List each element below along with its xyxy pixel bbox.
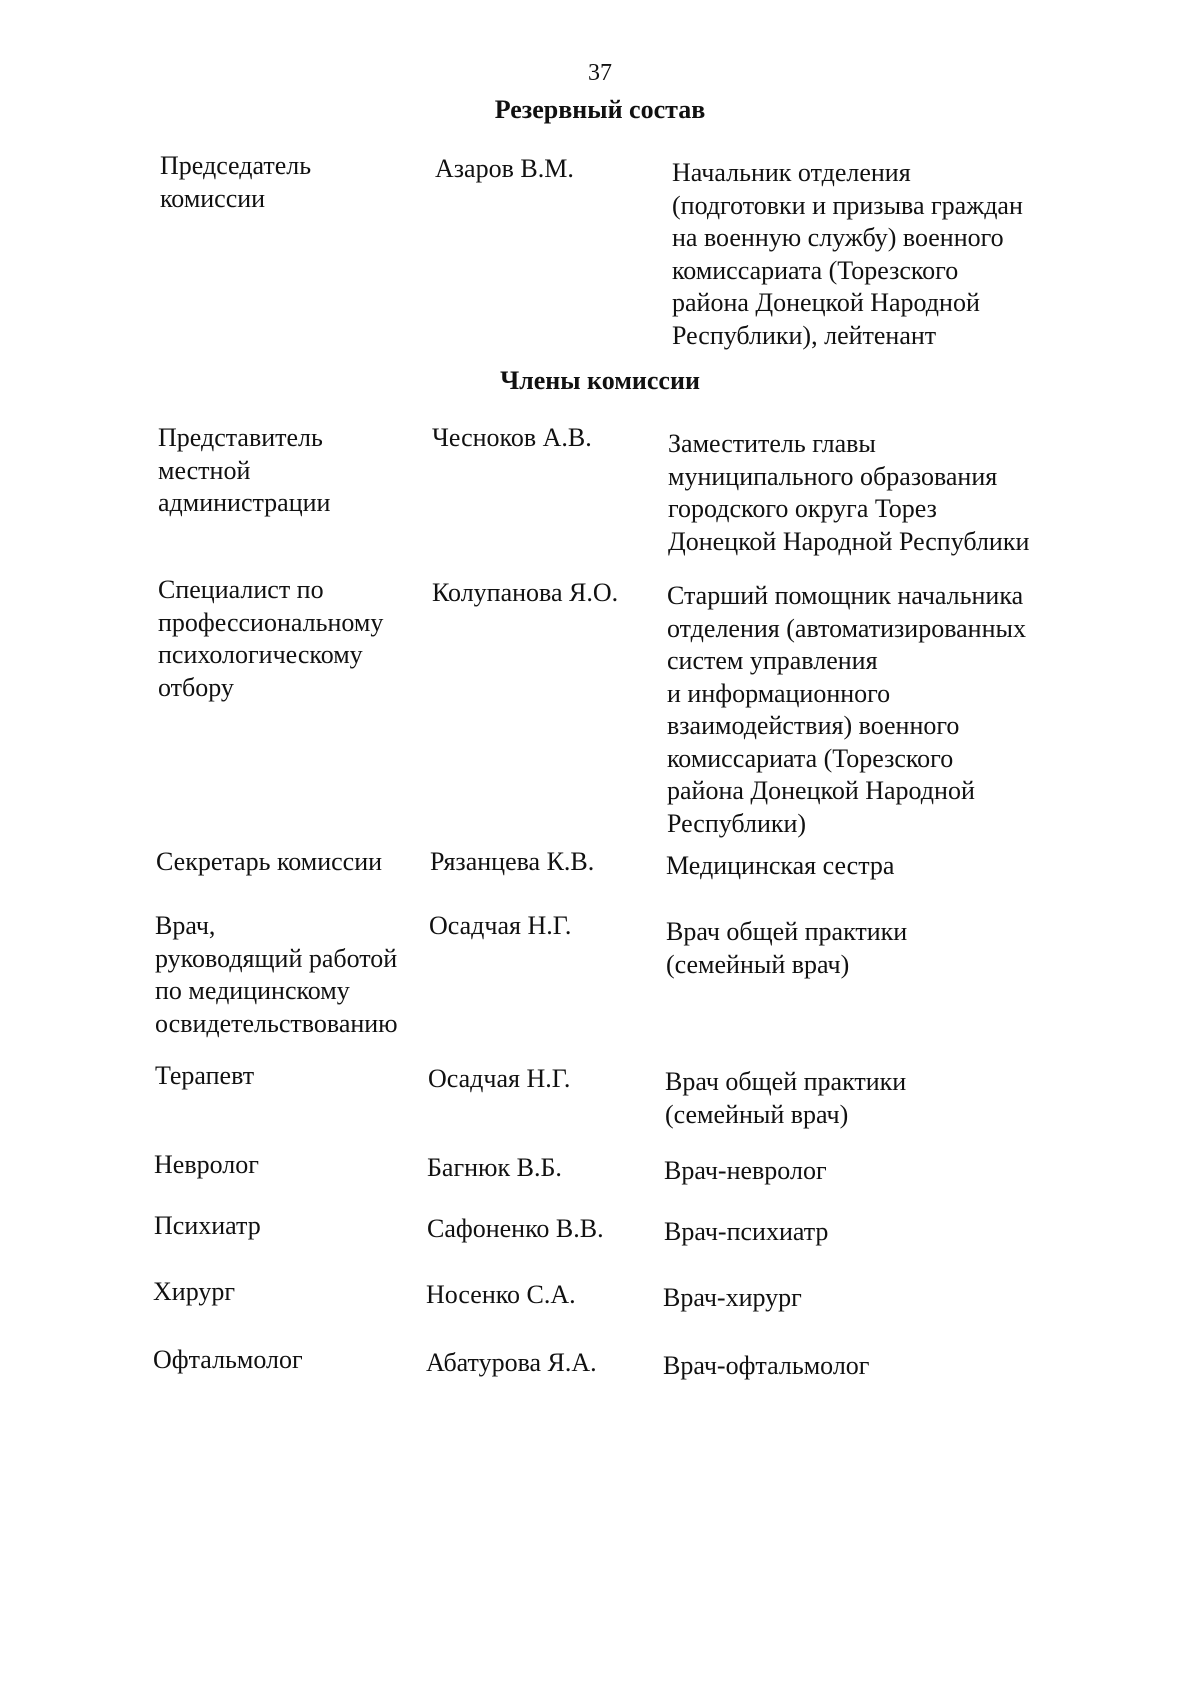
role-cell bbox=[154, 1149, 424, 1182]
role-cell bbox=[160, 150, 430, 215]
role-line: руководящий работой bbox=[155, 943, 398, 973]
role-cell bbox=[153, 1344, 423, 1377]
role-line: Терапевт bbox=[155, 1061, 255, 1090]
role-line: администрации bbox=[158, 488, 331, 517]
name-cell bbox=[427, 1213, 667, 1246]
section-heading-reserve: Резервный состав bbox=[494, 95, 706, 124]
position-line: Республики), лейтенант bbox=[672, 320, 937, 350]
position-line: Врач-психиатр bbox=[664, 1217, 829, 1246]
position-cell bbox=[663, 1350, 1083, 1383]
position-cell bbox=[668, 428, 1088, 558]
position-cell bbox=[672, 157, 1092, 352]
page-number: 37 bbox=[588, 60, 612, 86]
position-cell bbox=[666, 850, 1086, 883]
role-line: по медицинскому bbox=[155, 976, 350, 1005]
position-cell bbox=[665, 1066, 1085, 1131]
name-line: Азаров В.М. bbox=[435, 154, 574, 183]
position-line: Врач-офтальмолог bbox=[663, 1351, 870, 1380]
position-cell bbox=[666, 916, 1086, 981]
name-cell bbox=[427, 1152, 667, 1185]
role-cell bbox=[158, 422, 428, 520]
position-line: муниципального образования bbox=[668, 461, 998, 491]
position-line: района Донецкой Народной bbox=[667, 776, 975, 805]
position-cell bbox=[664, 1216, 1084, 1249]
position-line: Заместитель главы bbox=[668, 429, 876, 458]
position-line: Врач общей практики bbox=[665, 1067, 907, 1096]
role-line: Представитель bbox=[158, 423, 323, 452]
position-cell bbox=[664, 1155, 1084, 1188]
role-cell bbox=[155, 910, 425, 1040]
role-cell bbox=[154, 1210, 424, 1243]
role-line: отбору bbox=[158, 672, 234, 702]
position-line: Врач-хирург bbox=[663, 1283, 802, 1312]
role-line: местной bbox=[158, 455, 251, 485]
position-line: систем управления bbox=[667, 646, 878, 675]
name-line: Осадчая Н.Г. bbox=[428, 1064, 571, 1093]
role-line: Офтальмолог bbox=[153, 1345, 303, 1374]
name-line: Абатурова Я.А. bbox=[426, 1348, 597, 1377]
role-line: профессиональному bbox=[158, 607, 384, 637]
position-line: (подготовки и призыва граждан bbox=[672, 190, 1023, 220]
position-line: и информационного bbox=[667, 678, 891, 708]
position-line: (семейный врач) bbox=[666, 949, 850, 979]
position-line: на военную службу) военного bbox=[672, 223, 1004, 252]
role-line: Секретарь комиссии bbox=[156, 847, 383, 876]
role-line: Специалист по bbox=[158, 575, 324, 604]
name-line: Чесноков А.В. bbox=[432, 423, 592, 452]
name-cell bbox=[428, 1063, 668, 1096]
position-line: (семейный врач) bbox=[665, 1099, 849, 1129]
name-cell bbox=[432, 422, 672, 455]
name-cell bbox=[430, 846, 670, 879]
name-line: Рязанцева К.В. bbox=[430, 847, 595, 876]
section-heading-members: Члены комиссии bbox=[500, 366, 700, 395]
position-line: Медицинская сестра bbox=[666, 851, 895, 880]
position-line: Врач общей практики bbox=[666, 917, 908, 946]
role-line: Психиатр bbox=[154, 1211, 261, 1240]
name-line: Осадчая Н.Г. bbox=[429, 911, 572, 940]
role-cell bbox=[158, 574, 428, 704]
name-cell bbox=[432, 577, 672, 610]
position-line: отделения (автоматизированных bbox=[667, 613, 1026, 643]
role-line: психологическому bbox=[158, 640, 363, 669]
position-line: взаимодействия) военного bbox=[667, 711, 960, 740]
role-line: Председатель bbox=[160, 151, 312, 180]
position-line: Начальник отделения bbox=[672, 158, 911, 187]
position-line: комиссариата (Торезского bbox=[672, 255, 959, 285]
name-cell bbox=[435, 153, 675, 186]
position-line: городского округа Торез bbox=[668, 494, 937, 523]
role-line: освидетельствованию bbox=[155, 1008, 398, 1038]
role-line: комиссии bbox=[160, 183, 266, 213]
name-line: Багнюк В.Б. bbox=[427, 1153, 562, 1182]
role-line: Невролог bbox=[154, 1150, 259, 1179]
position-line: Донецкой Народной Республики bbox=[668, 526, 1030, 556]
name-cell bbox=[426, 1279, 666, 1312]
position-line: Республики) bbox=[667, 808, 807, 838]
role-cell bbox=[153, 1276, 423, 1309]
name-line: Сафоненко В.В. bbox=[427, 1214, 604, 1243]
role-line: Врач, bbox=[155, 911, 216, 940]
role-cell bbox=[156, 846, 426, 879]
name-cell bbox=[429, 910, 669, 943]
position-line: района Донецкой Народной bbox=[672, 288, 980, 317]
role-line: Хирург bbox=[153, 1277, 236, 1306]
position-cell bbox=[663, 1282, 1083, 1315]
name-line: Носенко С.А. bbox=[426, 1280, 576, 1309]
name-cell bbox=[426, 1347, 666, 1380]
position-line: комиссариата (Торезского bbox=[667, 743, 954, 773]
name-line: Колупанова Я.О. bbox=[432, 578, 619, 607]
role-cell bbox=[155, 1060, 425, 1093]
position-line: Старший помощник начальника bbox=[667, 581, 1024, 610]
position-line: Врач-невролог bbox=[664, 1156, 827, 1185]
position-cell bbox=[667, 580, 1087, 840]
